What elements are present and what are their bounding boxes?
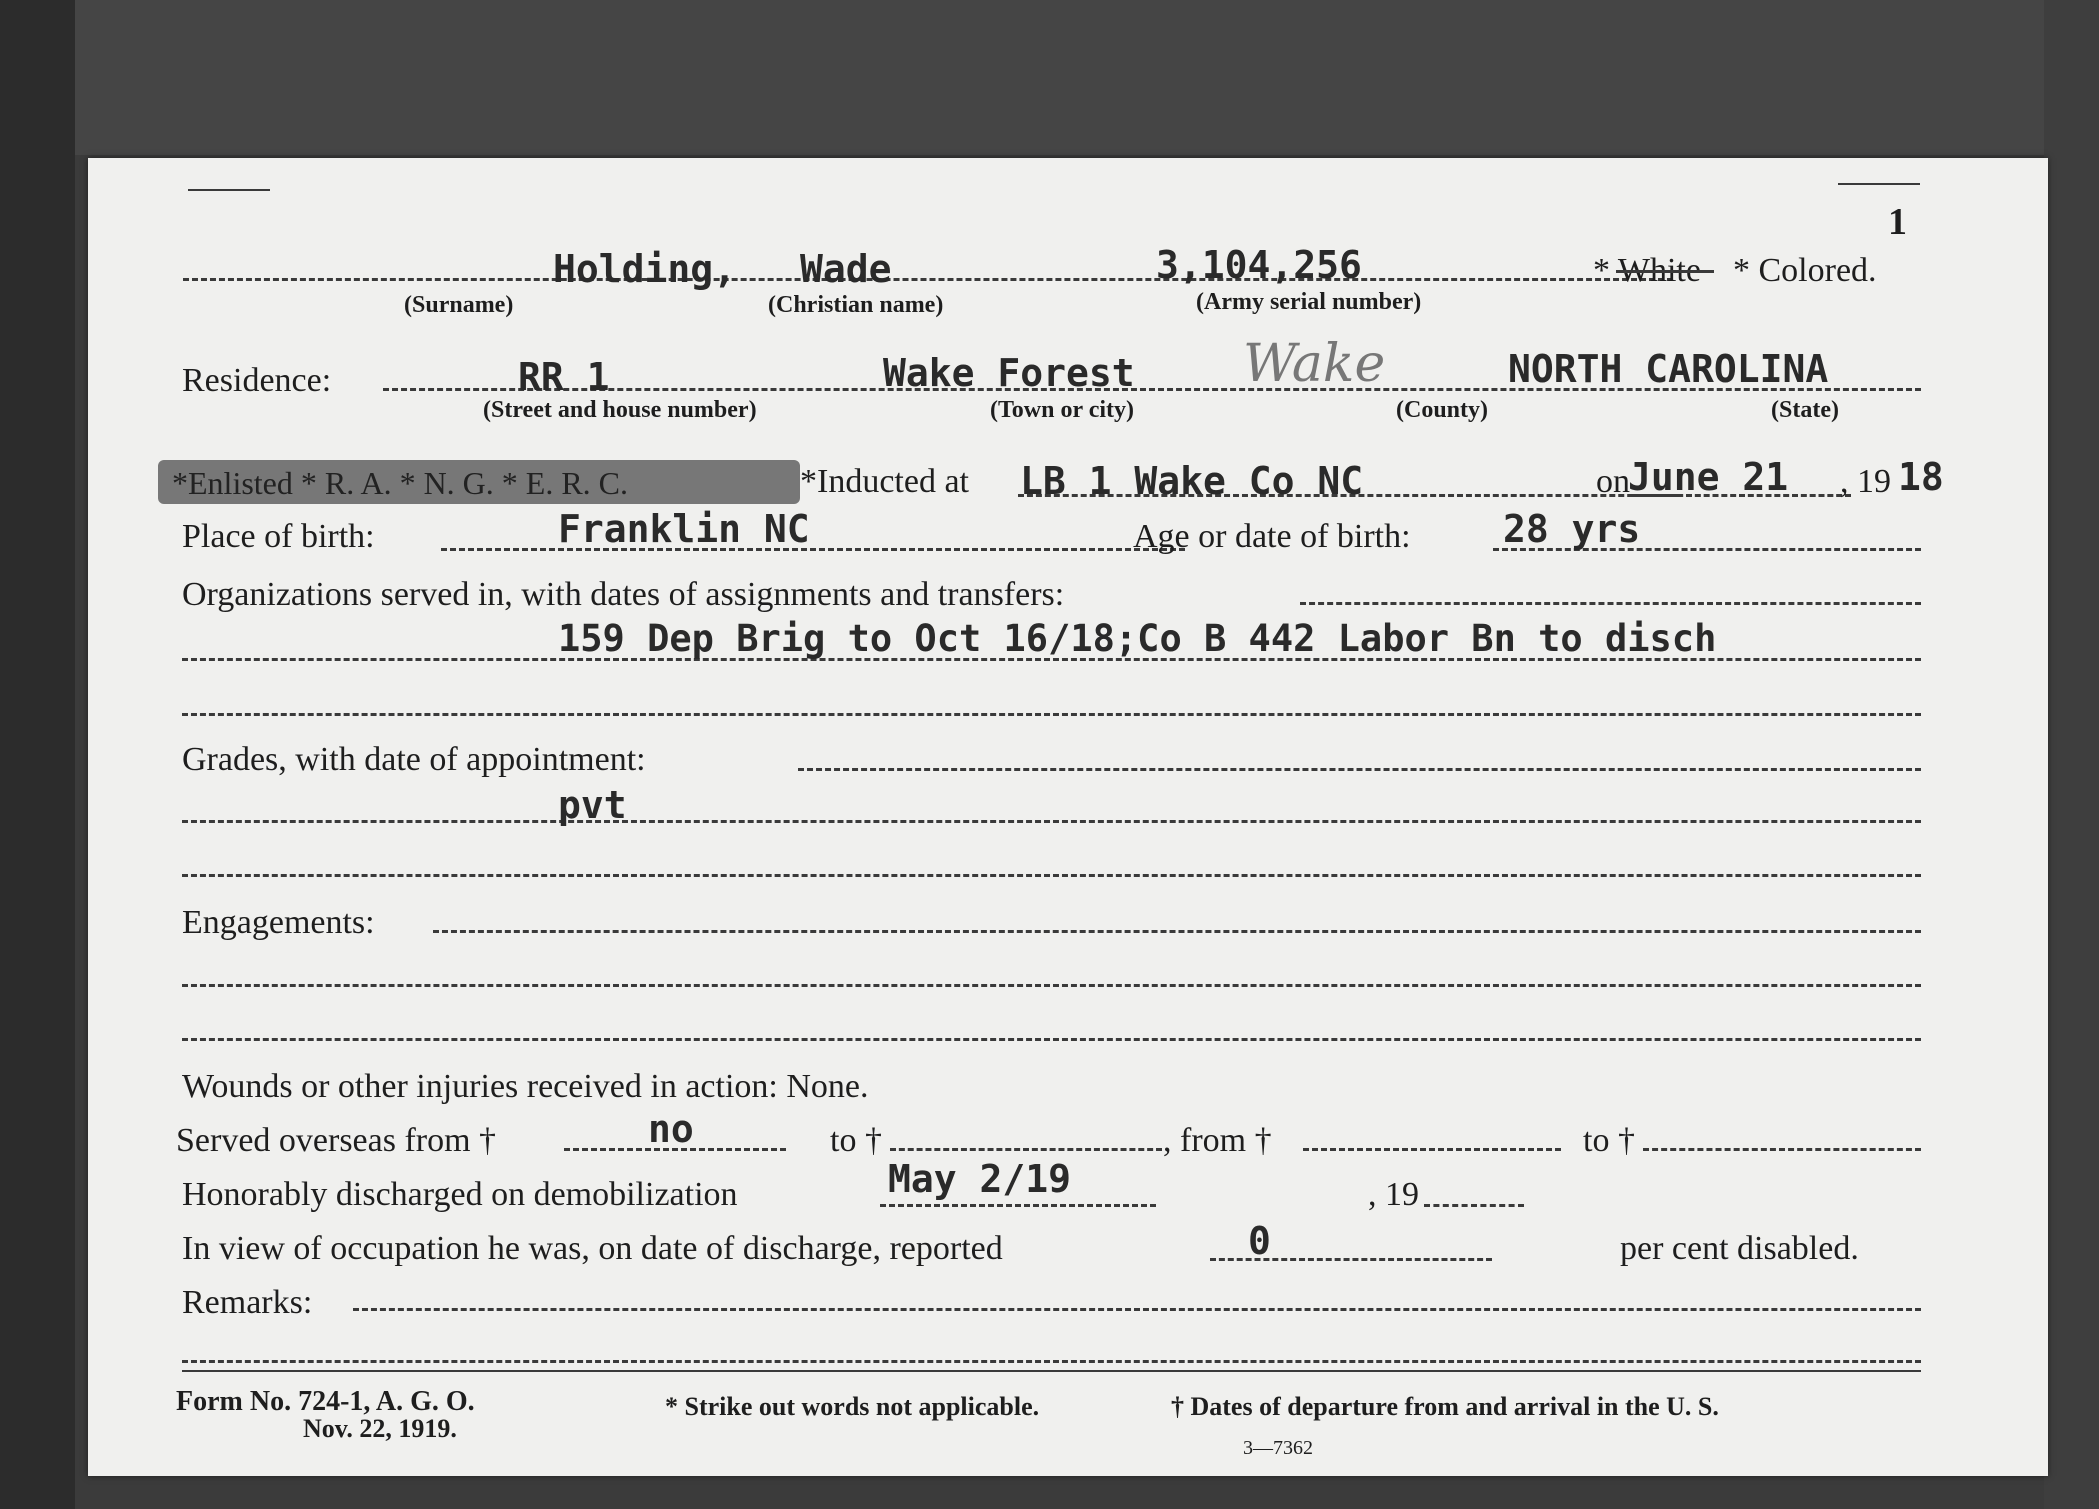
disability-suffix: per cent disabled. [1620,1230,1859,1267]
town-label: (Town or city) [990,397,1134,423]
disability-value: 0 [1248,1219,1271,1263]
residence-county-value: Wake [1243,334,1386,394]
inducted-at-value: LB 1 Wake Co NC [1020,459,1364,503]
county-label: (County) [1396,397,1489,423]
overseas-to2-line [1643,1148,1921,1151]
background-top [0,0,2099,155]
engagements-line-2 [182,1038,1921,1041]
organizations-label: Organizations served in, with dates of assignments and transfers: [182,576,1065,613]
overseas-to-label: to † [830,1122,882,1159]
christian-name-label: (Christian name) [768,292,944,318]
serial-number-value: 3,104,256 [1156,243,1362,287]
form-date: Nov. 22, 1919. [303,1414,457,1443]
grades-label: Grades, with date of appointment: [182,741,646,778]
race-colored: * Colored. [1733,252,1877,289]
race-white-strike [1616,270,1714,273]
organizations-line-top [1300,602,1921,605]
residence-town-value: Wake Forest [883,351,1135,395]
christian-name-value: Wade [800,247,892,291]
strike-out-note: * Strike out words not applicable. [665,1392,1040,1421]
place-of-birth-value: Franklin NC [558,507,810,551]
overseas-to-line [890,1148,1162,1151]
name-line [183,278,1673,281]
top-right-rule [1838,183,1920,185]
print-code: 3—7362 [1243,1437,1313,1459]
card-number: 1 [1888,201,1907,243]
overseas-from2-label: , from † [1163,1122,1272,1159]
grades-line-2 [182,874,1921,877]
grades-line-1 [182,820,1921,823]
remarks-line-bottom [182,1360,1921,1363]
disability-label: In view of occupation he was, on date of discharge, reported [182,1230,1003,1267]
state-label: (State) [1771,397,1839,423]
wounds-label: Wounds or other injuries received in action: None. [182,1068,869,1105]
engagements-line-top [433,930,1921,933]
residence-state-value: NORTH CAROLINA [1508,347,1829,391]
served-overseas-value: no [648,1107,694,1151]
remarks-rule [182,1370,1921,1372]
remarks-line-top [353,1308,1921,1311]
engagements-label: Engagements: [182,904,375,941]
surname-label: (Surname) [404,292,514,318]
grades-line-top [798,768,1921,771]
discharge-label: Honorably discharged on demobilization [182,1176,738,1213]
discharge-year-line [1424,1204,1524,1207]
serial-number-label: (Army serial number) [1196,289,1422,315]
overseas-from2-line [1303,1148,1561,1151]
background-right [2044,0,2099,1509]
background-left [0,0,75,1509]
served-overseas-label: Served overseas from † [176,1122,497,1159]
dates-note: † Dates of departure from and arrival in the U. S. [1171,1392,1719,1421]
organizations-line-2 [182,713,1921,716]
form-number: Form No. 724-1, A. G. O. [176,1386,475,1417]
race-white: * White [1593,252,1701,289]
discharge-value: May 2/19 [888,1157,1072,1201]
remarks-label: Remarks: [182,1284,313,1321]
induction-year-prefix: , 19 [1840,463,1891,500]
enlistment-options: *Enlisted * R. A. * N. G. * E. R. C. [172,465,629,501]
place-of-birth-label: Place of birth: [182,518,375,555]
discharge-line [880,1204,1156,1207]
induction-year-value: 18 [1898,455,1944,499]
residence-label: Residence: [182,362,332,399]
surname-value: Holding, [553,247,737,291]
engagements-line-1 [182,984,1921,987]
residence-street-value: RR 1 [518,355,610,399]
on-label: on [1596,463,1630,500]
street-label: (Street and house number) [483,397,757,423]
grades-value: pvt [558,783,627,827]
age-value: 28 yrs [1503,507,1641,551]
organizations-value: 159 Dep Brig to Oct 16/18;Co B 442 Labor Bn to disch [558,617,1717,660]
induction-date-value: June 21 [1628,455,1789,499]
place-of-birth-line [441,548,1185,551]
overseas-to2-label: to † [1583,1122,1635,1159]
service-record-card [88,158,2048,1476]
top-left-rule [188,189,270,191]
age-label: Age or date of birth: [1133,518,1411,555]
discharge-year-prefix: , 19 [1368,1176,1419,1213]
inducted-label: *Inducted at [800,463,969,500]
